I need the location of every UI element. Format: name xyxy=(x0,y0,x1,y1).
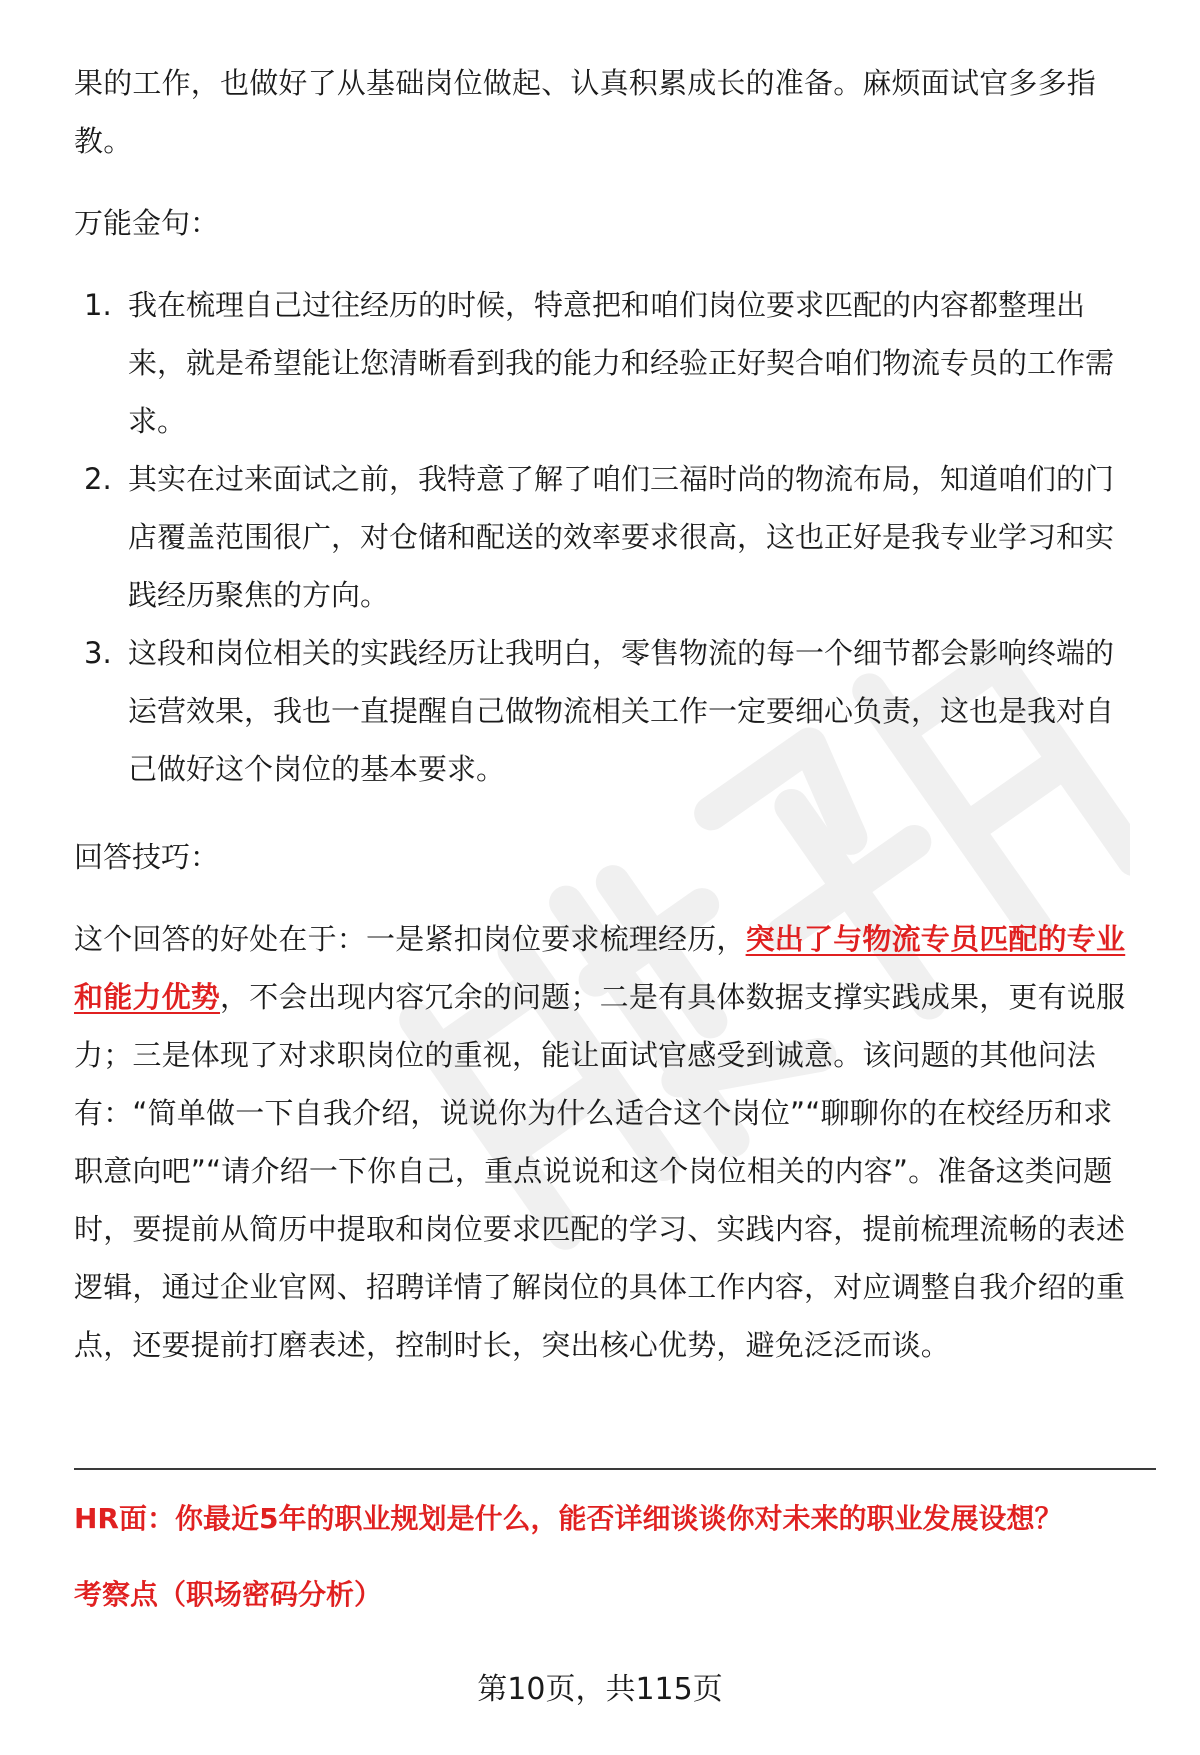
list-item xyxy=(74,276,1126,450)
list-item-text: 其实在过来面试之前，我特意了解了咱们三福时尚的物流布局，知道咱们的门店覆盖范围很广，对仓储和配送的效率要求很高，这也正好是我专业学习和实践经历聚焦的方向。 xyxy=(128,462,1115,612)
list-item xyxy=(74,450,1126,624)
list-item-text: 我在梳理自己过往经历的时候，特意把和咱们岗位要求匹配的内容都整理出来，就是希望能让您清晰看到我的能力和经验正好契合咱们物流专员的工作需求。 xyxy=(128,288,1115,438)
tips-paragraph xyxy=(74,910,1126,1374)
list-item-number: 2. xyxy=(84,462,112,496)
exam-point-heading: 考察点（职场密码分析） xyxy=(74,1578,383,1611)
tips-text-after: ，不会出现内容冗余的问题；二是有具体数据支撑实践成果，更有说服力；三是体现了对求职岗位的重视，能让面试官感受到诚意。该问题的其他问法有：“简单做一下自我介绍，说说你为什么适合这个岗位”“聊聊你的在校经历和求职意向吧”“请介绍一下你自己，重点说说和这个岗位相关的内容”。准备这类问题时，要提前从简历中提取和岗位要求匹配的学习、实践内容，提前梳理流畅的表述逻辑，通过企业官网、招聘详情了解岗位的具体工作内容，对应调整自我介绍的重点，还要提前打磨表述，控制时长，突出核心优势，避免泛泛而谈。 xyxy=(74,980,1126,1362)
page-footer: 第10页，共115页 xyxy=(477,1672,723,1707)
tips-highlight: 突出了与物流专员匹配的专业和能力优势 xyxy=(74,922,1126,1014)
tips-text-before: 这个回答的好处在于：一是紧扣岗位要求梳理经历， xyxy=(74,922,746,956)
main-content xyxy=(74,54,1126,1374)
list-item xyxy=(74,624,1126,798)
list-item-number: 1. xyxy=(84,288,112,322)
intro-paragraph: 果的工作，也做好了从基础岗位做起、认真积累成长的准备。麻烦面试官多多指教。 xyxy=(74,66,1097,158)
phrases-label: 万能金句： xyxy=(74,206,220,240)
section-divider xyxy=(74,1468,1156,1470)
list-item-number: 3. xyxy=(84,636,112,670)
hr-question-heading: HR面：你最近5年的职业规划是什么，能否详细谈谈你对未来的职业发展设想？ xyxy=(74,1502,1063,1535)
phrases-list xyxy=(74,276,1126,798)
tips-label: 回答技巧： xyxy=(74,840,220,874)
list-item-text: 这段和岗位相关的实践经历让我明白，零售物流的每一个细节都会影响终端的运营效果，我也一直提醒自己做物流相关工作一定要细心负责，这也是我对自己做好这个岗位的基本要求。 xyxy=(128,636,1115,786)
